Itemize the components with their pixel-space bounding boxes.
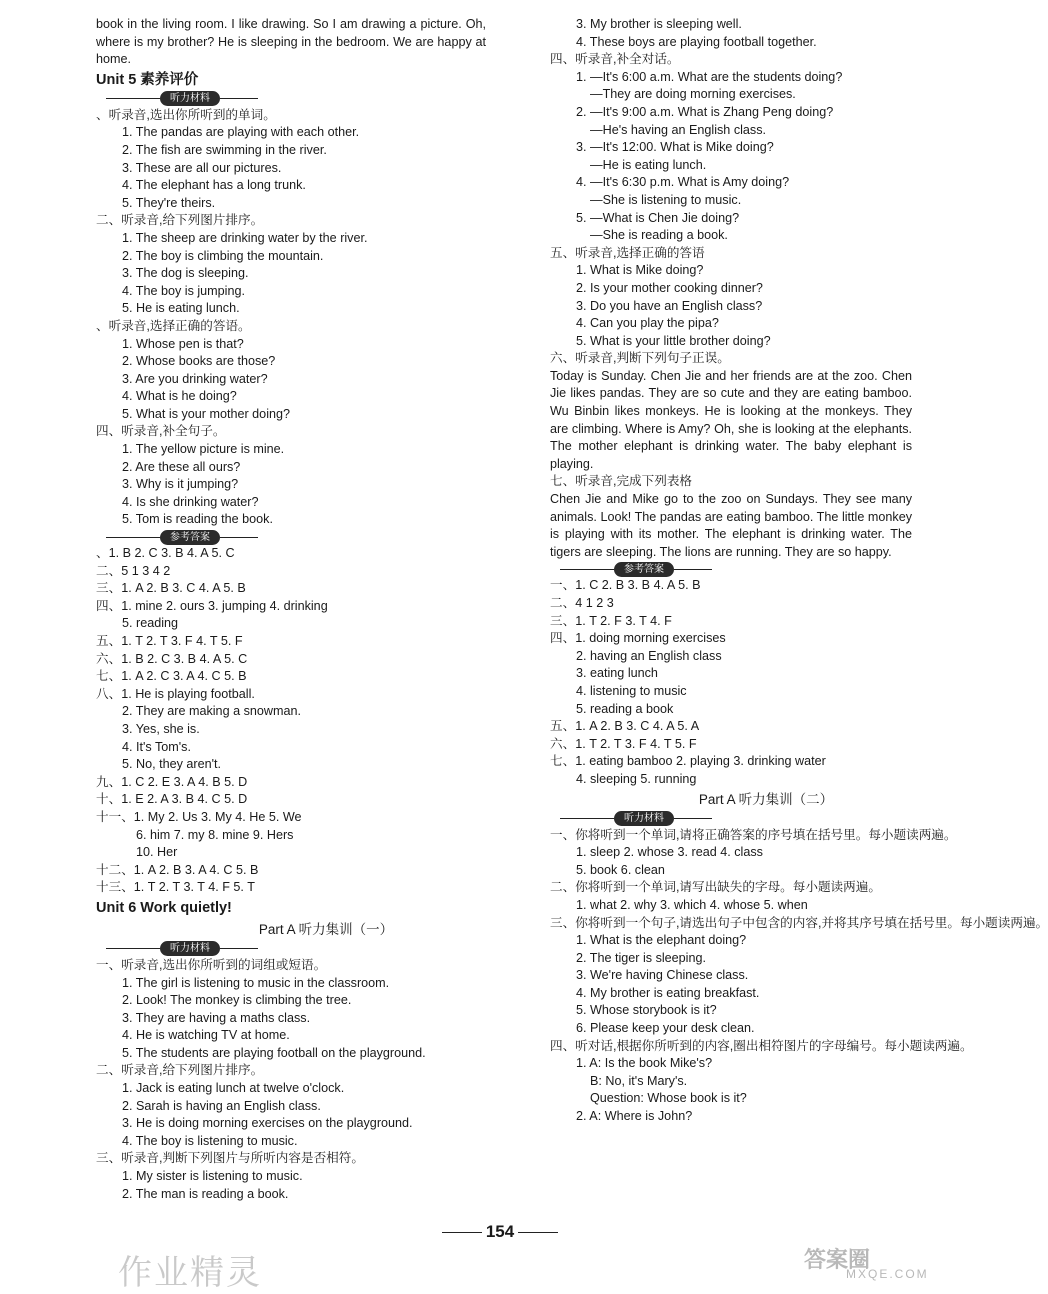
text-line: 5. The students are playing football on the playground. xyxy=(122,1045,426,1060)
text-line: 5. Tom is reading the book. xyxy=(122,512,273,527)
text-line: 五、1. A 2. B 3. C 4. A 5. A xyxy=(550,719,700,734)
banner-rule xyxy=(674,569,712,570)
text-line: 八、1. He is playing football. xyxy=(96,686,255,701)
watermark-left: 作业精灵 xyxy=(118,1254,262,1292)
banner-rule xyxy=(560,569,614,570)
page-number-text: 154 xyxy=(485,1222,515,1241)
text-line: 2. The man is reading a book. xyxy=(122,1186,289,1201)
text-line: 1. What is Mike doing? xyxy=(576,263,704,278)
text-line: 2. Look! The monkey is climbing the tree. xyxy=(122,993,352,1008)
banner-rule xyxy=(106,98,160,99)
text-line: 2. Is your mother cooking dinner? xyxy=(576,280,763,295)
text-line: 3. We're having Chinese class. xyxy=(576,968,749,983)
part-title: Part A 听力集训（一） xyxy=(258,921,394,937)
banner-label: 听力材料 xyxy=(614,811,674,826)
text-line: 六、1. B 2. C 3. B 4. A 5. C xyxy=(96,651,248,666)
text-line: 2. A: Where is John? xyxy=(576,1109,693,1124)
section-banner xyxy=(96,91,486,107)
text-line: 1. The pandas are playing with each other. xyxy=(122,125,360,140)
text-line: 、1. B 2. C 3. B 4. A 5. C xyxy=(96,546,235,561)
text-line: 5. book 6. clean xyxy=(576,862,665,877)
text-line: 6. him 7. my 8. mine 9. Hers xyxy=(136,827,294,842)
page-number xyxy=(0,1222,1000,1242)
text-line: 5. What is your mother doing? xyxy=(122,406,290,421)
text-line: 1. Jack is eating lunch at twelve o'clock. xyxy=(122,1081,345,1096)
text-line: 四、1. mine 2. ours 3. jumping 4. drinking xyxy=(96,598,328,613)
text-line: 七、1. A 2. C 3. A 4. C 5. B xyxy=(96,669,247,684)
text-line: 1. —It's 6:00 a.m. What are the students doing? xyxy=(576,69,843,84)
text-line: 4. The boy is listening to music. xyxy=(122,1133,298,1148)
left-column xyxy=(96,16,486,1203)
text-line: 6. Please keep your desk clean. xyxy=(576,1021,755,1036)
text-line: 1. What is the elephant doing? xyxy=(576,933,747,948)
text-line: 二、4 1 2 3 xyxy=(550,596,614,610)
text-line: 1. Whose pen is that? xyxy=(122,336,244,351)
section-banner xyxy=(96,529,486,545)
text-line: 3. They are having a maths class. xyxy=(122,1010,311,1025)
text-line: 4. Is she drinking water? xyxy=(122,494,259,509)
text-line: 5. No, they aren't. xyxy=(122,757,222,772)
text-line: 1. The sheep are drinking water by the river. xyxy=(122,230,368,245)
text-line: —They are doing morning exercises. xyxy=(590,87,796,102)
text-line: 4. The elephant has a long trunk. xyxy=(122,178,306,193)
text-line: 六、1. T 2. T 3. F 4. T 5. F xyxy=(550,736,697,751)
text-line: 4. The boy is jumping. xyxy=(122,283,245,298)
text-line: 七、1. eating bamboo 2. playing 3. drinking water xyxy=(550,754,826,769)
page-number-dash-left xyxy=(442,1232,482,1233)
text-line: 五、听录音,选择正确的答语 xyxy=(550,245,705,260)
text-line: 10. Her xyxy=(136,845,178,860)
text-line: 2. Are these all ours? xyxy=(122,459,241,474)
text-line: 2. The boy is climbing the mountain. xyxy=(122,248,324,263)
banner-label: 参考答案 xyxy=(160,530,220,545)
text-line: 3. Are you drinking water? xyxy=(122,371,268,386)
text-line: 4. sleeping 5. running xyxy=(576,771,697,786)
text-line: —He's having an English class. xyxy=(590,122,767,137)
text-line: 4. My brother is eating breakfast. xyxy=(576,985,760,1000)
text-line: —She is reading a book. xyxy=(590,228,728,243)
text-line: 1. what 2. why 3. which 4. whose 5. when xyxy=(576,897,808,912)
banner-rule xyxy=(220,98,258,99)
text-line: 5. reading xyxy=(122,616,179,631)
listening-paragraph: Chen Jie and Mike go to the zoo on Sundays. They see many animals. Look! The pandas are eating bamboo. The little monkey is playing with its mother. The elephant is drinking water. The tigers are sleeping. The lions are running. They are so happy. xyxy=(550,492,912,559)
text-line: 二、5 1 3 4 2 xyxy=(96,563,171,578)
watermark-right-sub: MXQE.COM xyxy=(846,1267,929,1281)
text-line: 三、听录音,判断下列图片与所听内容是否相符。 xyxy=(96,1151,364,1166)
text-line: 5. He is eating lunch. xyxy=(122,301,240,316)
text-line: 十二、1. A 2. B 3. A 4. C 5. B xyxy=(96,862,259,877)
text-line: 1. My sister is listening to music. xyxy=(122,1169,303,1184)
listening-paragraph: Today is Sunday. Chen Jie and her friends are at the zoo. Chen Jie likes pandas. They are so cute and they are eating bamboo. Wu Binbin likes monkeys. He is looking at the monkeys. They are climbing. Where is Amy? Oh, she is looking at the elephants. The mother elephant is drinking water. The baby elephant is playing. xyxy=(550,368,912,471)
text-line: 三、1. T 2. F 3. T 4. F xyxy=(550,613,672,628)
text-line: 十三、1. T 2. T 3. T 4. F 5. T xyxy=(96,880,255,895)
text-line: 五、1. T 2. T 3. F 4. T 5. F xyxy=(96,634,243,648)
text-line: 九、1. C 2. E 3. A 4. B 5. D xyxy=(96,774,248,789)
text-line: 一、1. C 2. B 3. B 4. A 5. B xyxy=(550,578,701,593)
text-line: 、听录音,选择正确的答语。 xyxy=(96,318,251,333)
unit-heading: Unit 5 素养评价 xyxy=(96,71,199,88)
text-line: 3. Do you have an English class? xyxy=(576,298,763,313)
text-line: 四、听录音,补全对话。 xyxy=(550,52,680,67)
text-line: 2. They are making a snowman. xyxy=(122,704,301,719)
text-line: 3. The dog is sleeping. xyxy=(122,266,249,281)
text-line: 2. Whose books are those? xyxy=(122,354,276,369)
text-line: 2. having an English class xyxy=(576,648,722,663)
text-line: 二、你将听到一个单词,请写出缺失的字母。每小题读两遍。 xyxy=(550,880,881,895)
text-line: 1. A: Is the book Mike's? xyxy=(576,1056,713,1071)
text-line: 十、1. E 2. A 3. B 4. C 5. D xyxy=(96,792,248,807)
text-line: 四、听录音,补全句子。 xyxy=(96,424,226,439)
watermark-right-main: 答案圈 xyxy=(804,1247,871,1272)
banner-label: 听力材料 xyxy=(160,91,220,106)
page-number-dash-right xyxy=(518,1232,558,1233)
text-line: B: No, it's Mary's. xyxy=(590,1073,688,1088)
text-line: 1. The yellow picture is mine. xyxy=(122,442,285,457)
text-line: 3. eating lunch xyxy=(576,666,658,681)
text-line: 四、1. doing morning exercises xyxy=(550,631,726,646)
text-line: 十一、1. My 2. Us 3. My 4. He 5. We xyxy=(96,809,302,824)
banner-rule xyxy=(106,948,160,949)
right-column xyxy=(550,16,1048,1126)
text-line: 2. The tiger is sleeping. xyxy=(576,950,706,965)
text-line: 4. —It's 6:30 p.m. What is Amy doing? xyxy=(576,175,790,190)
text-line: 3. Yes, she is. xyxy=(122,721,200,736)
text-line: 3. He is doing morning exercises on the playground. xyxy=(122,1116,413,1131)
text-line: 2. The fish are swimming in the river. xyxy=(122,142,327,157)
text-line: 七、听录音,完成下列表格 xyxy=(550,474,693,489)
banner-rule xyxy=(674,818,712,819)
text-line: 六、听录音,判断下列句子正误。 xyxy=(550,351,730,366)
banner-rule xyxy=(220,948,258,949)
text-line: 4. He is watching TV at home. xyxy=(122,1028,290,1043)
unit-heading: Unit 6 Work quietly! xyxy=(96,899,232,916)
text-line: —He is eating lunch. xyxy=(590,157,707,172)
banner-rule xyxy=(106,537,160,538)
text-line: 2. Sarah is having an English class. xyxy=(122,1098,321,1113)
text-line: 4. These boys are playing football together. xyxy=(576,34,817,49)
banner-rule xyxy=(220,537,258,538)
text-line: 四、听对话,根据你所听到的内容,圈出相符图片的字母编号。每小题读两遍。 xyxy=(550,1038,973,1053)
banner-label: 参考答案 xyxy=(614,562,674,577)
text-line: 3. —It's 12:00. What is Mike doing? xyxy=(576,140,774,155)
text-line: 1. sleep 2. whose 3. read 4. class xyxy=(576,845,763,860)
text-line: 三、1. A 2. B 3. C 4. A 5. B xyxy=(96,581,246,596)
text-line: —She is listening to music. xyxy=(590,192,742,207)
text-line: 二、听录音,给下列图片排序。 xyxy=(96,1063,264,1078)
text-line: 5. They're theirs. xyxy=(122,195,216,210)
text-line: 一、你将听到一个单词,请将正确答案的序号填在括号里。每小题读两遍。 xyxy=(550,827,957,842)
section-banner xyxy=(550,561,912,577)
text-line: 、听录音,选出你所听到的单词。 xyxy=(96,107,276,122)
text-line: 4. Can you play the pipa? xyxy=(576,316,719,331)
text-line: 5. —What is Chen Jie doing? xyxy=(576,210,740,225)
text-line: 4. listening to music xyxy=(576,683,687,698)
text-line: 二、听录音,给下列图片排序。 xyxy=(96,213,264,228)
listening-paragraph: book in the living room. I like drawing. So I am drawing a picture. Oh, where is my brother? He is sleeping in the bedroom. We are happy at home. xyxy=(96,17,486,67)
text-line: 1. The girl is listening to music in the classroom. xyxy=(122,975,390,990)
text-line: 3. Why is it jumping? xyxy=(122,477,239,492)
banner-label: 听力材料 xyxy=(160,941,220,956)
banner-rule xyxy=(560,818,614,819)
section-banner xyxy=(550,811,912,827)
section-banner xyxy=(96,941,486,957)
text-line: 4. What is he doing? xyxy=(122,389,237,404)
text-line: 2. —It's 9:00 a.m. What is Zhang Peng doing? xyxy=(576,104,834,119)
text-line: 4. It's Tom's. xyxy=(122,739,191,754)
text-line: 5. What is your little brother doing? xyxy=(576,333,771,348)
text-line: 5. Whose storybook is it? xyxy=(576,1003,717,1018)
watermark-right xyxy=(804,1243,982,1283)
text-line: 一、听录音,选出你所听到的词组或短语。 xyxy=(96,957,327,972)
text-line: 3. These are all our pictures. xyxy=(122,160,282,175)
text-line: 三、你将听到一个句子,请选出句子中包含的内容,并将其序号填在括号里。每小题读两遍。 xyxy=(550,915,1048,930)
text-line: Question: Whose book is it? xyxy=(590,1091,747,1106)
part-title: Part A 听力集训（二） xyxy=(698,791,834,807)
text-line: 5. reading a book xyxy=(576,701,674,716)
text-line: 3. My brother is sleeping well. xyxy=(576,17,742,31)
